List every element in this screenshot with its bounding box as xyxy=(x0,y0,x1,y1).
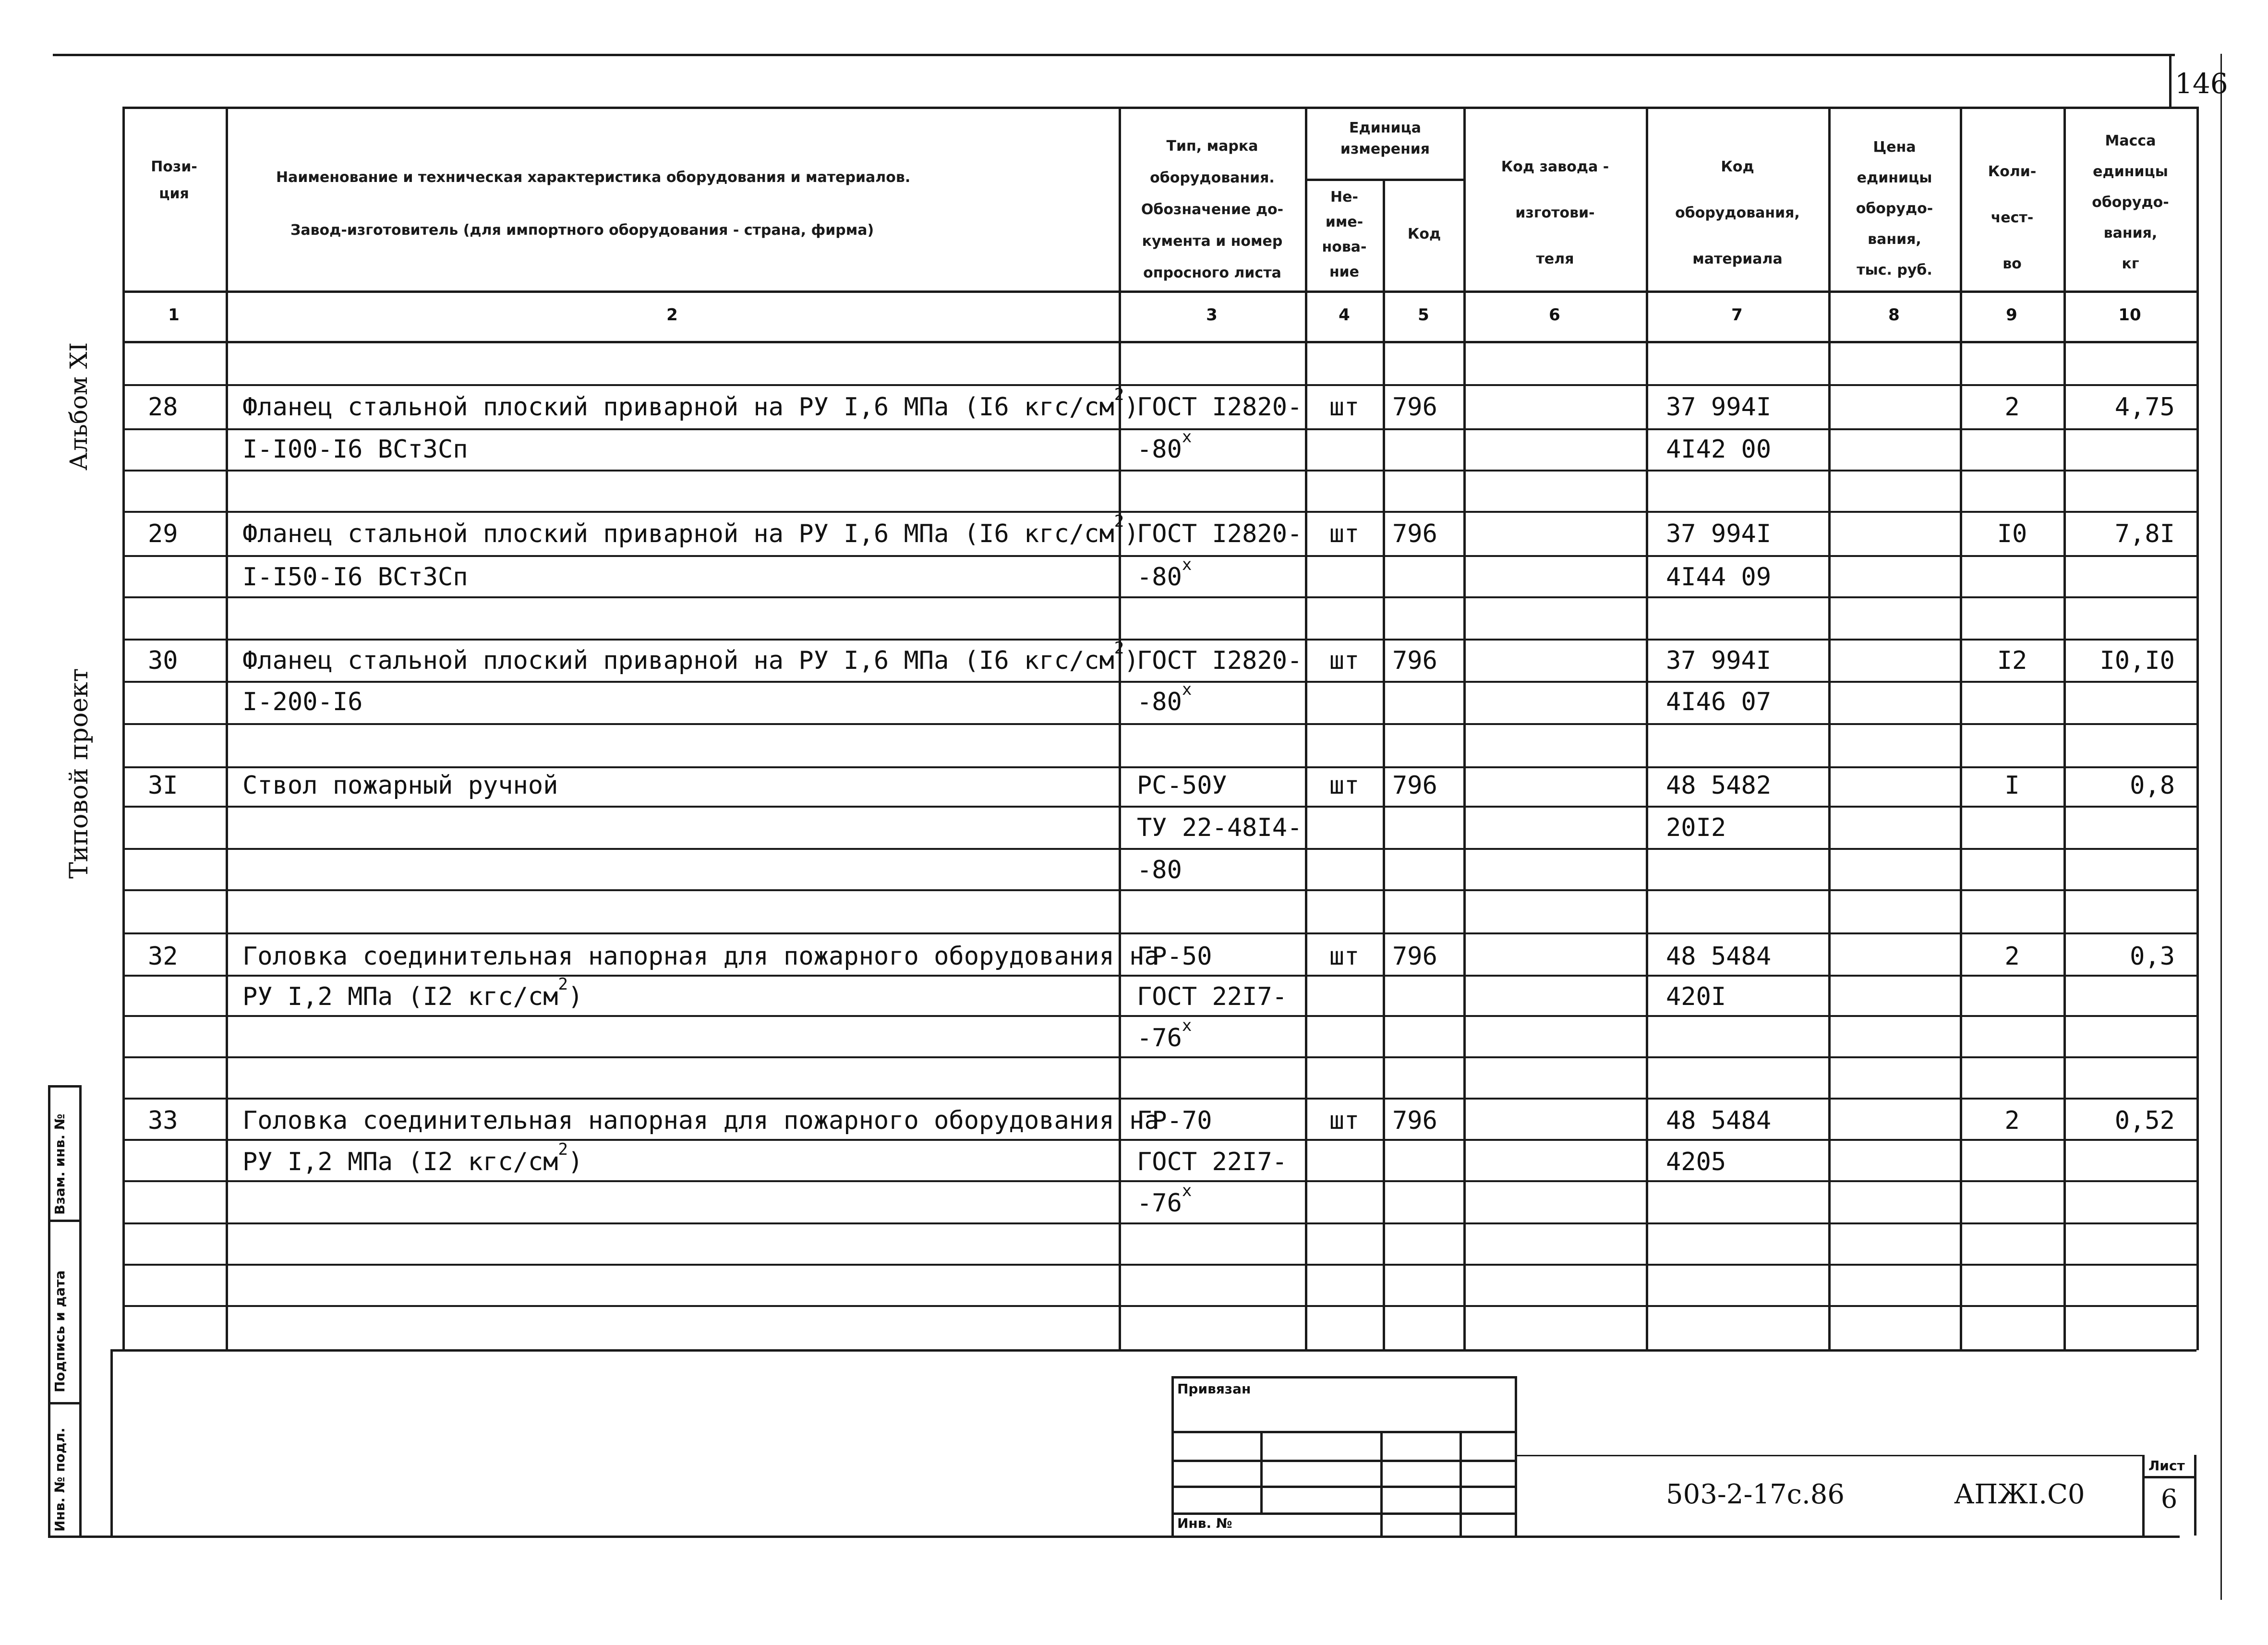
signature-date-label: Подпись и дата xyxy=(52,1270,68,1392)
header-unit-group: Единица измерения xyxy=(1340,120,1430,157)
document-cont: ГОСТ 22I7- xyxy=(1137,1148,1288,1176)
inventory-label: Инв. № xyxy=(1177,1515,1232,1531)
position: 29 xyxy=(148,520,178,548)
document-cont: ТУ 22-48I4- xyxy=(1137,813,1303,842)
item-name-cont: I-I00-I6 ВСт3Сп xyxy=(242,435,468,464)
item-name: Фланец стальной плоский приварной на РУ I,6 МПа (I6 кгс/$см^2$) xyxy=(242,639,1139,675)
document: РС-50У xyxy=(1137,771,1227,800)
equipment-code-cont: 4205 xyxy=(1666,1148,1726,1176)
document: ГОСТ I2820- xyxy=(1137,646,1303,675)
item-name-cont: I-I50-I6 ВСт3Сп xyxy=(242,563,468,592)
document-cont: -76$^x$ xyxy=(1137,1016,1192,1052)
column-number: 3 xyxy=(1206,305,1218,325)
album-label: Альбом XI xyxy=(65,342,93,471)
equipment-code-cont: 4I46 07 xyxy=(1666,688,1772,716)
unit-code: 796 xyxy=(1392,771,1437,800)
header-unit-name: Не- име- нова- ние xyxy=(1322,189,1367,280)
item-name: Головка соединительная напорная для пожарного оборудования на xyxy=(242,1106,1159,1135)
document: ГОСТ I2820- xyxy=(1137,520,1303,548)
document: ГР-50 xyxy=(1137,942,1212,971)
unit-code: 796 xyxy=(1392,1106,1437,1135)
header-quantity: Коли- чест- во xyxy=(1988,163,2037,272)
equipment-code-cont: 420I xyxy=(1666,982,1726,1011)
unit: шт xyxy=(1329,393,1360,422)
sheet-value: 6 xyxy=(2160,1484,2178,1514)
equipment-code: 37 994I xyxy=(1666,646,1772,675)
position: 33 xyxy=(148,1106,178,1135)
header-position: Пози- ция xyxy=(151,158,197,202)
unit: шт xyxy=(1329,771,1360,800)
album-code: АПЖI.С0 xyxy=(1954,1479,2085,1510)
header-mass: Масса единицы оборудо- вания, кг xyxy=(2092,133,2169,272)
item-name: Ствол пожарный ручной xyxy=(242,771,558,800)
unit: шт xyxy=(1329,520,1360,548)
document-cont: -80 xyxy=(1137,856,1182,884)
mass: I0,I0 xyxy=(2099,646,2175,675)
equipment-code-cont: 4I44 09 xyxy=(1666,563,1772,592)
unit-code: 796 xyxy=(1392,646,1437,675)
unit: шт xyxy=(1329,1106,1360,1135)
mass: 0,8 xyxy=(2130,771,2175,800)
unit-code: 796 xyxy=(1392,942,1437,971)
document-cont: -80$^x$ xyxy=(1137,680,1192,716)
position: 32 xyxy=(148,942,178,971)
unit: шт xyxy=(1329,646,1360,675)
project-label: Типовой проект xyxy=(65,668,94,879)
document-cont: -76$^x$ xyxy=(1137,1181,1192,1218)
position: 28 xyxy=(148,393,178,422)
document-code: 503-2-17с.86 xyxy=(1666,1479,1845,1510)
column-number: 2 xyxy=(666,305,678,325)
mass: 0,3 xyxy=(2130,942,2175,971)
equipment-code: 48 5482 xyxy=(1666,771,1772,800)
mass: 4,75 xyxy=(2114,393,2175,422)
header-type: Тип, марка оборудования. Обозначение до- кумента и номер опросного листа xyxy=(1141,138,1284,281)
replacement-inventory-label: Взам. инв. № xyxy=(52,1113,68,1215)
header-equipment-code: Код оборудования, материала xyxy=(1675,158,1800,267)
equipment-code: 48 5484 xyxy=(1666,1106,1772,1135)
sheet-number: 146 xyxy=(2175,67,2228,100)
header-factory-code: Код завода - изготови- теля xyxy=(1501,158,1609,267)
quantity: 2 xyxy=(2004,1106,2020,1135)
document-cont: ГОСТ 22I7- xyxy=(1137,982,1288,1011)
mass: 0,52 xyxy=(2114,1106,2175,1135)
column-number: 6 xyxy=(1549,305,1560,325)
column-number: 10 xyxy=(2118,305,2141,325)
item-name-cont: РУ I,2 МПа (I2 кгс/$см^2$) xyxy=(242,1140,583,1176)
mass: 7,8I xyxy=(2114,520,2175,548)
document-cont: -80$^x$ xyxy=(1137,555,1192,592)
equipment-code: 37 994I xyxy=(1666,520,1772,548)
document: ГР-70 xyxy=(1137,1106,1212,1135)
header-price: Цена единицы оборудо- вания, тыс. руб. xyxy=(1856,139,1933,278)
item-name: Головка соединительная напорная для пожарного оборудования на xyxy=(242,942,1159,971)
item-name-cont: РУ I,2 МПа (I2 кгс/$см^2$) xyxy=(242,975,583,1011)
unit-code: 796 xyxy=(1392,520,1437,548)
position: 3I xyxy=(148,771,178,800)
quantity: I xyxy=(2004,771,2020,800)
equipment-code-cont: 4I42 00 xyxy=(1666,435,1772,464)
bound-label: Привязан xyxy=(1177,1381,1251,1397)
column-number: 7 xyxy=(1731,305,1743,325)
column-number: 9 xyxy=(2006,305,2017,325)
equipment-code: 48 5484 xyxy=(1666,942,1772,971)
quantity: I2 xyxy=(1997,646,2027,675)
document: ГОСТ I2820- xyxy=(1137,393,1303,422)
document-cont: -80$^x$ xyxy=(1137,427,1192,464)
equipment-code: 37 994I xyxy=(1666,393,1772,422)
column-number: 1 xyxy=(168,305,180,325)
header-name: Наименование и техническая характеристика оборудования и материалов. Завод-изготовитель (для импортного оборудования - страна, фирма) xyxy=(276,169,911,239)
item-name: Фланец стальной плоский приварной на РУ I,6 МПа (I6 кгс/$см^2$) xyxy=(242,512,1139,548)
original-inventory-label: Инв. № подл. xyxy=(52,1427,68,1532)
column-number: 5 xyxy=(1418,305,1429,325)
equipment-code-cont: 20I2 xyxy=(1666,813,1726,842)
column-number: 8 xyxy=(1888,305,1900,325)
header-unit-code: Код xyxy=(1407,226,1441,242)
item-name: Фланец стальной плоский приварной на РУ I,6 МПа (I6 кгс/$см^2$) xyxy=(242,385,1139,422)
unit-code: 796 xyxy=(1392,393,1437,422)
column-number: 4 xyxy=(1339,305,1350,325)
sheet-label: Лист xyxy=(2148,1458,2185,1474)
quantity: 2 xyxy=(2004,942,2020,971)
quantity: I0 xyxy=(1997,520,2027,548)
item-name-cont: I-200-I6 xyxy=(242,688,363,716)
position: 30 xyxy=(148,646,178,675)
quantity: 2 xyxy=(2004,393,2020,422)
unit: шт xyxy=(1329,942,1360,971)
